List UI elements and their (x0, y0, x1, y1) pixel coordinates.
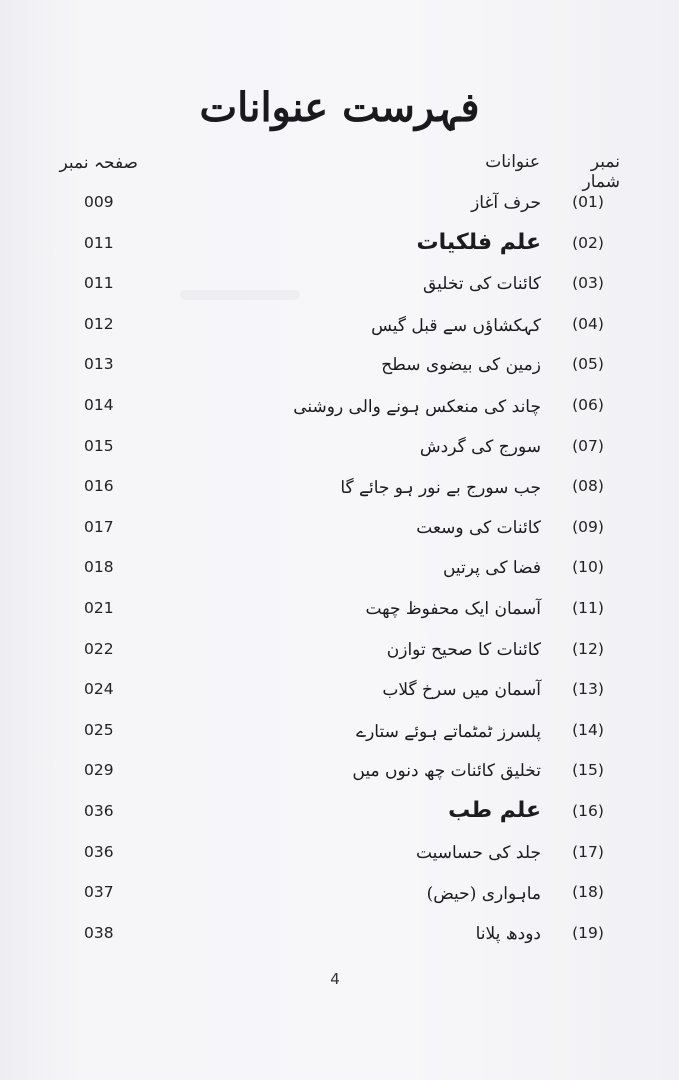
toc-row-number: (09) (572, 517, 604, 536)
toc-row-title: آسمان میں سرخ گلاب (382, 680, 541, 701)
toc-row (0, 721, 679, 762)
toc-row-number: (08) (572, 477, 604, 496)
page-title: فہرست عنوانات (199, 84, 480, 131)
toc-row (0, 843, 679, 884)
toc-row-title: چاند کی منعکس ہونے والی روشنی (293, 396, 541, 417)
toc-row-title: فضا کی پرتیں (442, 558, 541, 579)
toc-row (0, 229, 679, 275)
toc-row-title: زمین کی بیضوی سطح (381, 355, 541, 376)
toc-row-title: سورج کی گردش (419, 436, 541, 457)
toc-row (0, 477, 679, 518)
toc-row-page: 029 (84, 761, 114, 780)
toc-row (0, 193, 679, 234)
toc-row-page: 038 (84, 923, 114, 942)
toc-row-number: (15) (572, 761, 604, 780)
toc-row-number: (07) (572, 436, 604, 455)
toc-row (0, 315, 679, 356)
toc-row-title: آسمان ایک محفوظ چھت (365, 598, 541, 619)
toc-row-number: (10) (572, 558, 604, 577)
toc-row-title: جب سورج بے نور ہو جائے گا (340, 478, 541, 499)
toc-row (0, 761, 679, 802)
toc-row-page: 011 (84, 233, 114, 252)
toc-row (0, 883, 679, 924)
header-number: نمبر شمار (582, 152, 620, 192)
toc-row (0, 558, 679, 599)
toc-row-title: کائنات کی تخلیق (422, 274, 541, 295)
toc-row-page: 018 (84, 558, 114, 577)
toc-row-number: (02) (572, 233, 604, 252)
toc-row-page: 036 (84, 842, 114, 861)
toc-row-number: (01) (572, 193, 604, 211)
header-page: صفحہ نمبر (59, 153, 138, 173)
toc-row-number: (14) (572, 720, 604, 739)
toc-row (0, 518, 679, 559)
toc-row (0, 924, 679, 965)
toc-row-title: ماہواری (حیض) (426, 884, 541, 905)
toc-row-page: 012 (84, 314, 114, 333)
toc-row (0, 355, 679, 396)
toc-row-page: 009 (84, 193, 114, 211)
toc-row (0, 797, 679, 843)
toc-row-number: (17) (572, 842, 604, 861)
toc-row-title: جلد کی حساسیت (415, 842, 541, 863)
toc-row-title: تخلیق کائنات چھ دنوں میں (352, 761, 541, 782)
toc-row (0, 680, 679, 721)
toc-row-title: حرف آغاز (471, 193, 541, 213)
toc-row-page: 036 (84, 801, 114, 820)
toc-row-title: کہکشاؤں سے قبل گیس (371, 315, 541, 336)
toc-row-number: (19) (572, 923, 604, 942)
toc-row-number: (11) (572, 598, 604, 617)
toc-section-heading: علم طب (448, 797, 541, 823)
toc-row-number: (04) (572, 314, 604, 333)
toc-row (0, 640, 679, 681)
toc-row-page: 017 (84, 517, 114, 536)
toc-row (0, 274, 679, 315)
toc-row-number: (06) (572, 395, 604, 414)
toc-row-number: (13) (572, 680, 604, 699)
toc-row-title: دودھ پلانا (475, 923, 541, 944)
toc-row-title: پلسرز ٹمٹماتے ہوئے ستارے (356, 721, 541, 742)
toc-row-page: 021 (84, 598, 114, 617)
toc-row-number: (16) (572, 801, 604, 820)
toc-row-number: (03) (572, 274, 604, 293)
toc-row-number: (05) (572, 355, 604, 374)
toc-row-page: 022 (84, 639, 114, 658)
toc-row-page: 025 (84, 720, 114, 739)
toc-list (0, 193, 679, 964)
toc-row-page: 011 (84, 274, 114, 293)
header-title: عنوانات (485, 152, 540, 172)
toc-row-number: (12) (572, 639, 604, 658)
toc-row-page: 016 (84, 477, 114, 496)
toc-row (0, 599, 679, 640)
toc-row-title: کائنات کا صحیح توازن (386, 639, 541, 660)
toc-row (0, 396, 679, 437)
toc-row-page: 024 (84, 680, 114, 699)
page-number: 4 (330, 970, 340, 988)
toc-row-page: 013 (84, 355, 114, 374)
toc-row-title: کائنات کی وسعت (416, 517, 541, 538)
toc-section-heading: علم فلکیات (416, 229, 541, 255)
toc-row (0, 437, 679, 478)
toc-row-page: 037 (84, 883, 114, 902)
toc-row-number: (18) (572, 883, 604, 902)
toc-row-page: 015 (84, 436, 114, 455)
toc-row-page: 014 (84, 395, 114, 414)
